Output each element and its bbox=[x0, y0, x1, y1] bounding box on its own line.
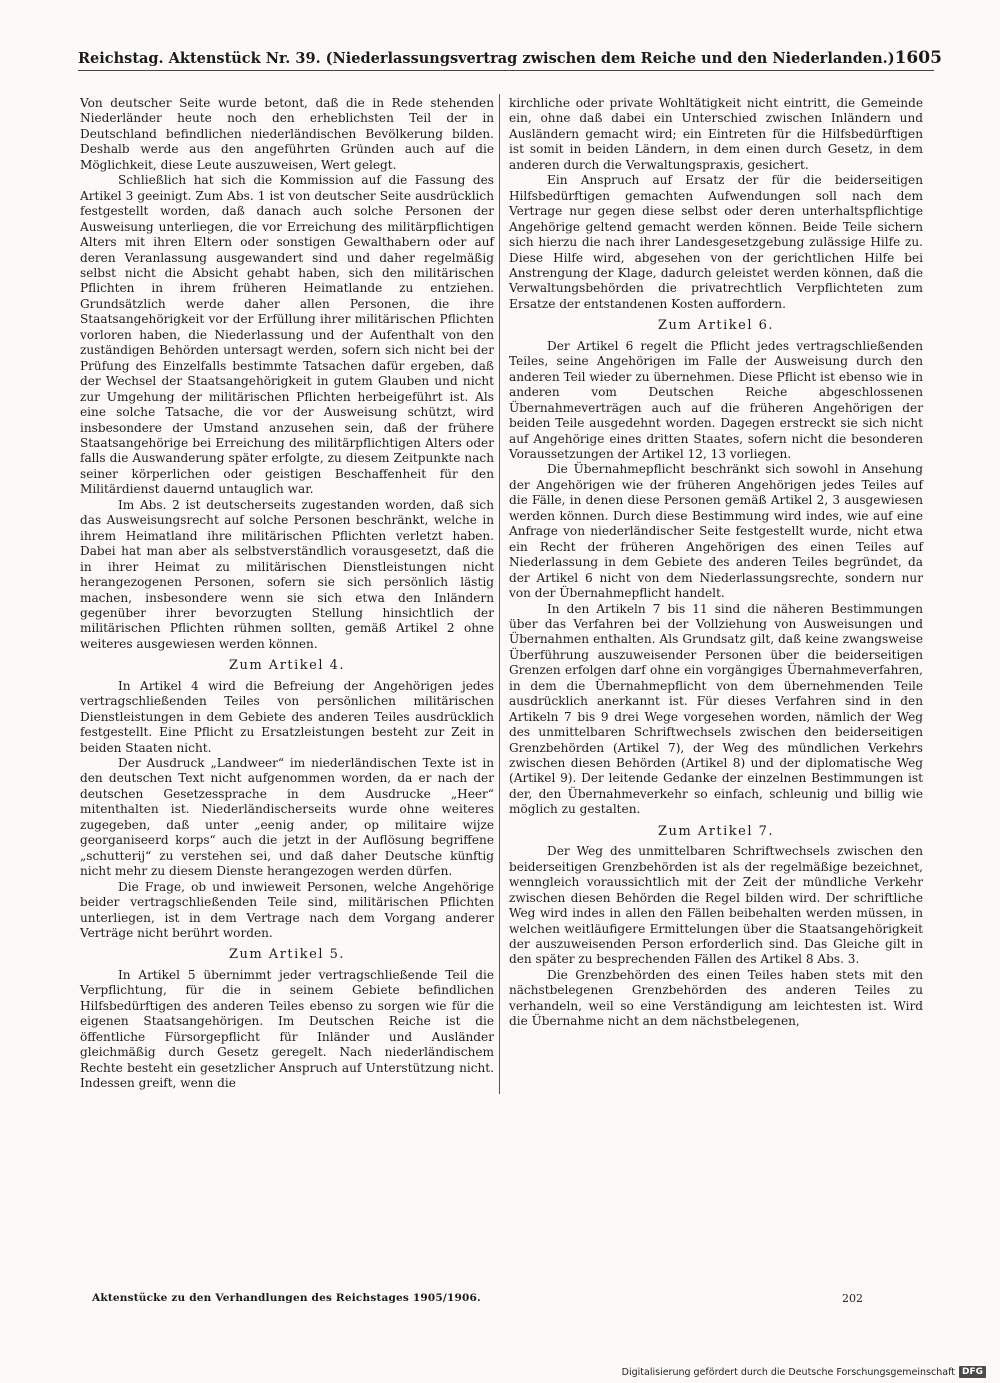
dfg-logo: DFG bbox=[959, 1366, 986, 1378]
section-heading: Zum Artikel 4. bbox=[228, 658, 346, 674]
page-number: 1605 bbox=[894, 48, 942, 68]
right-column bbox=[509, 96, 923, 1030]
paragraph: Im Abs. 2 ist deutscherseits zugestanden worden, daß sich das Ausweisungsrecht auf solche Personen beschränkt, welche in ihrem Heimatland ihre militärischen Pflichten verletzt haben. Dabei hat man aber als selbstverständlich vorausgesetzt, daß die in ihrer Heimat zu militärischen Dienstleistungen nicht herangezogenen Personen, sofern sie sich persönlich lästig machen, insbesondere wenn sie sich etwa den Inländern gegenüber ihrer bevorzugten Stellung hinsichtlich der militärischen Pflichten rühmen sollten, gemäß Artikel 2 ohne weiteres ausgewiesen werden können. bbox=[80, 497, 494, 651]
section-heading: Zum Artikel 6. bbox=[657, 318, 775, 334]
page-header bbox=[78, 48, 942, 68]
header-title: Reichstag. Aktenstück Nr. 39. (Niederlassungsvertrag zwischen dem Reiche und den Niederlanden.) bbox=[78, 50, 895, 67]
paragraph: Der Ausdruck „Landweer“ im niederländischen Texte ist in den deutschen Text nicht aufgenommen worden, da er nach der deutschen Gesetzessprache in dem Ausdrucke „Heer“ mitenthalten ist. Niederländischerseits wurde ohne weiteres zugegeben, daß unter „eenig ander, op militaire wijze georganiseerd korps“ auch die jetzt in der Auflösung begriffene „schutterij“ zu verstehen sei, und daß daher Deutsche künftig nicht mehr zu diesem Dienste herangezogen werden dürfen. bbox=[80, 756, 494, 879]
paragraph: Der Artikel 6 regelt die Pflicht jedes vertragschließenden Teiles, seine Angehörigen im Falle der Ausweisung durch den anderen Teil wieder zu übernehmen. Diese Pflicht ist ebenso wie in anderen vom Deutschen Reiche abgeschlossenen Übernahmeverträgen auch auf die früheren Angehörigen der beiden Teile ausgedehnt worden. Dagegen erstreckt sie sich nicht auf Angehörige eines dritten Staates, sofern nicht die besonderen Voraussetzungen der Artikel 12, 13 vorliegen. bbox=[509, 338, 923, 461]
section-heading: Zum Artikel 5. bbox=[228, 947, 346, 963]
paragraph: Schließlich hat sich die Kommission auf die Fassung des Artikel 3 geeinigt. Zum Abs. 1 ist von deutscher Seite ausdrücklich festgestellt worden, daß danach auch solche Personen der Ausweisung unterliegen, die vor Erreichung des militärpflichtigen Alters mit ihren Eltern oder sonstigen Gewalthabern oder auf deren Veranlassung ausgewandert sind und daher regelmäßig selbst nicht die Absicht gehabt haben, sich den militärischen Pflichten in ihrem früheren Heimatlande zu entziehen. Grundsätzlich werde daher allen Personen, die ihre Staatsangehörigkeit vor der Erfüllung ihrer militärischen Pflichten vorloren haben, die Niederlassung und der Aufenthalt von den zuständigen Behörden untersagt werden, sofern sich nicht bei der Prüfung des Einzelfalls bestimmte Tatsachen dafür ergeben, daß der Wechsel der Staatsangehörigkeit in gutem Glauben und nicht zur Umgehung der militärischen Pflichten herbeigeführt ist. Als eine solche Tatsache, die vor der Ausweisung schützt, wird insbesondere der Umstand anzusehen sein, daß der frühere Staatsangehörige bei Erreichung des militärpflichtigen Alters oder falls die Auswanderung später erfolgte, zu diesem Zeitpunkte nach seiner körperlichen oder geistigen Beschaffenheit für den Militärdienst dauernd untauglich war. bbox=[80, 173, 494, 497]
paragraph: In Artikel 5 übernimmt jeder vertragschließende Teil die Verpflichtung, für die in seinem Gebiete befindlichen Hilfsbedürftigen des anderen Teiles ebenso zu sorgen wie für die eigenen Staatsangehörigen. Im Deutschen Reiche ist die öffentliche Fürsorgepflicht für Inländer und Ausländer gleichmäßig durch Gesetz geregelt. Nach niederländischem Rechte besteht ein gesetzlicher Anspruch auf Unterstützung nicht. Indessen greift, wenn die bbox=[80, 967, 494, 1091]
section-heading: Zum Artikel 7. bbox=[657, 823, 775, 839]
digitization-credit bbox=[622, 1366, 986, 1378]
paragraph: Die Übernahmepflicht beschränkt sich sowohl in Ansehung der Angehörigen wie der früheren Angehörigen jedes Teiles auf die Fälle, in denen diese Personen gemäß Artikel 2, 3 ausgewiesen werden können. Durch diese Bestimmung wird indes, wie auf eine Anfrage von niederländischer Seite festgestellt wurde, nicht etwa ein Recht der früheren Angehörigen des einen Teiles auf Niederlassung in dem Gebiete des anderen Teiles begründet, da der Artikel 6 nicht von dem Niederlassungsrechte, sondern nur von der Übernahmepflicht handelt. bbox=[509, 462, 923, 601]
paragraph: Die Grenzbehörden des einen Teiles haben stets mit den nächstbelegenen Grenzbehörden des anderen Teiles zu verhandeln, weil so eine Verständigung am leichtesten ist. Wird die Übernahme nicht an dem nächstbelegenen, bbox=[509, 967, 923, 1029]
paragraph: In Artikel 4 wird die Befreiung der Angehörigen jedes vertragschließenden Teiles von persönlichen militärischen Dienstleistungen in dem Gebiete des anderen Teiles ausdrücklich festgestellt. Eine Pflicht zu Ersatzleistungen besteht zur Zeit in beiden Staaten nicht. bbox=[80, 678, 494, 755]
credit-text: Digitalisierung gefördert durch die Deutsche Forschungsgemeinschaft bbox=[621, 1366, 955, 1378]
paragraph: Die Frage, ob und inwieweit Personen, welche Angehörige beider vertragschließenden Teile sind, militärischen Pflichten unterliegen, ist in dem Vertrage nach dem Vorgang anderer Verträge nicht berührt worden. bbox=[80, 879, 494, 941]
column-divider bbox=[499, 94, 500, 1094]
paragraph: Von deutscher Seite wurde betont, daß die in Rede stehenden Niederländer heute noch den erheblichsten Teil der in Deutschland befindlichen niederländischen Bevölkerung bilden. Deshalb werde aus den angeführten Gründen auch auf die Möglichkeit, diese Leute auszuweisen, Wert gelegt. bbox=[80, 96, 494, 172]
left-column bbox=[80, 96, 494, 1092]
paragraph: Ein Anspruch auf Ersatz der für die beiderseitigen Hilfsbedürftigen gemachten Aufwendungen soll nach dem Vertrage nur gegen diese selbst oder deren unterhaltspflichtige Angehörige geltend gemacht werden können. Beide Teile sichern sich hierzu die nach ihrer Landesgesetzgebung zulässige Hilfe zu. Diese Hilfe wird, abgesehen von der gerichtlichen Hilfe bei Anstrengung der Klage, dadurch geleistet werden können, daß die Verwaltungsbehörden die privatrechtlich Verpflichteten zum Ersatze der entstandenen Kosten auffordern. bbox=[509, 173, 923, 311]
paragraph: kirchliche oder private Wohltätigkeit nicht eintritt, die Gemeinde ein, ohne daß dabei ein Unterschied zwischen Inländern und Ausländern gemacht wird; ein Eintreten für die Hilfsbedürftigen ist somit in beiden Ländern, in dem einen durch Gesetz, in dem anderen durch die Verwaltungspraxis, gesichert. bbox=[509, 96, 923, 172]
header-rule bbox=[78, 70, 934, 71]
footer-source: Aktenstücke zu den Verhandlungen des Reichstages 1905/1906. bbox=[92, 1292, 481, 1304]
footer-sheet-number: 202 bbox=[842, 1292, 863, 1305]
paragraph: Der Weg des unmittelbaren Schriftwechsels zwischen den beiderseitigen Grenzbehörden ist als der regelmäßige bezeichnet, wenngleich voraussichtlich mit der Zeit der mündliche Verkehr zwischen diesen Behörden die Regel bilden wird. Der schriftliche Weg wird indes in allen den Fällen beibehalten werden müssen, in welchen weitläufigere Ermittelungen über die Staatsangehörigkeit der auszuweisenden Person erforderlich sind. Das Gleiche gilt in den später zu besprechenden Fällen des Artikel 8 Abs. 3. bbox=[509, 844, 923, 967]
paragraph: In den Artikeln 7 bis 11 sind die näheren Bestimmungen über das Verfahren bei der Vollziehung von Ausweisungen und Übernahmen enthalten. Als Grundsatz gilt, daß keine zwangsweise Überführung auszuweisender Personen über die beiderseitigen Grenzen erfolgen darf ohne ein vorgängiges Übernahmeverfahren, in dem die Übernahmepflicht von dem übernehmenden Teile ausdrücklich anerkannt ist. Für dieses Verfahren sind in den Artikeln 7 bis 9 drei Wege vorgesehen worden, nämlich der Weg des unmittelbaren Schriftwechsels zwischen den beiderseitigen Grenzbehörden (Artikel 7), der Weg des mündlichen Verkehrs zwischen diesen Behörden (Artikel 8) und der diplomatische Weg (Artikel 9). Der leitende Gedanke der einzelnen Bestimmungen ist der, den Übernahmeverkehr so einfach, schleunig und billig wie möglich zu gestalten. bbox=[509, 601, 923, 817]
